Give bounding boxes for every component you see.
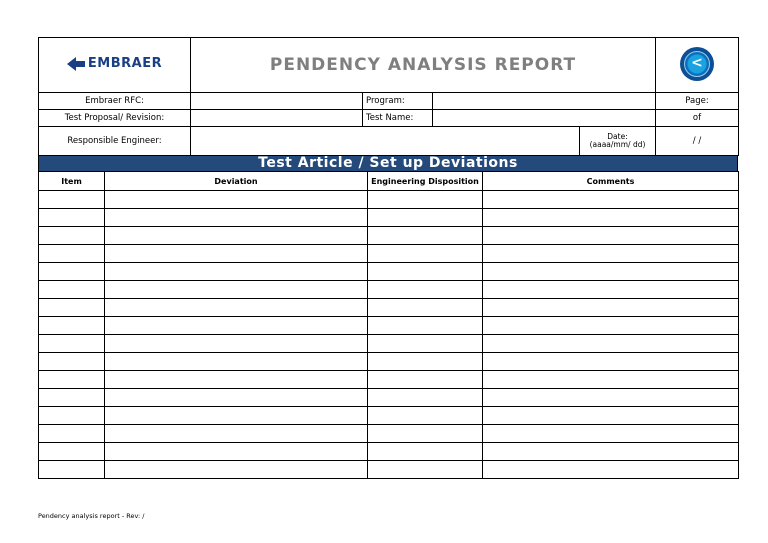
comments-cell[interactable] bbox=[483, 281, 739, 299]
table-row bbox=[39, 299, 739, 317]
column-header-item: Item bbox=[39, 172, 105, 191]
engineering-disposition-cell[interactable] bbox=[368, 281, 483, 299]
deviation-cell[interactable] bbox=[105, 263, 368, 281]
comments-cell[interactable] bbox=[483, 335, 739, 353]
table-row bbox=[39, 371, 739, 389]
table-row bbox=[39, 407, 739, 425]
table-row bbox=[39, 335, 739, 353]
deviation-cell[interactable] bbox=[105, 227, 368, 245]
deviation-cell[interactable] bbox=[105, 371, 368, 389]
deviation-cell[interactable] bbox=[105, 245, 368, 263]
table-row bbox=[39, 425, 739, 443]
engineering-disposition-cell[interactable] bbox=[368, 461, 483, 479]
deviation-cell[interactable] bbox=[105, 407, 368, 425]
embraer-arrow-icon bbox=[67, 57, 85, 71]
deviation-cell[interactable] bbox=[105, 209, 368, 227]
engineering-disposition-cell[interactable] bbox=[368, 371, 483, 389]
deviation-cell[interactable] bbox=[105, 389, 368, 407]
table-body bbox=[39, 191, 739, 479]
program-label: Program: bbox=[363, 93, 433, 110]
item-cell[interactable] bbox=[39, 389, 105, 407]
date-field[interactable]: / / bbox=[656, 127, 739, 156]
comments-cell[interactable] bbox=[483, 371, 739, 389]
table-header-row bbox=[39, 172, 739, 191]
deviation-cell[interactable] bbox=[105, 353, 368, 371]
embraer-badge-icon: < bbox=[680, 47, 714, 81]
comments-cell[interactable] bbox=[483, 425, 739, 443]
item-cell[interactable] bbox=[39, 371, 105, 389]
engineering-disposition-cell[interactable] bbox=[368, 209, 483, 227]
program-field[interactable] bbox=[433, 93, 656, 110]
comments-cell[interactable] bbox=[483, 227, 739, 245]
page-of-field[interactable]: of bbox=[656, 110, 739, 127]
report-sheet bbox=[38, 37, 738, 479]
engineering-disposition-cell[interactable] bbox=[368, 425, 483, 443]
engineering-disposition-cell[interactable] bbox=[368, 263, 483, 281]
deviation-cell[interactable] bbox=[105, 461, 368, 479]
embraer-rfc-label: Embraer RFC: bbox=[39, 93, 191, 110]
item-cell[interactable] bbox=[39, 317, 105, 335]
deviation-cell[interactable] bbox=[105, 425, 368, 443]
item-cell[interactable] bbox=[39, 245, 105, 263]
engineering-disposition-cell[interactable] bbox=[368, 353, 483, 371]
table-row bbox=[39, 245, 739, 263]
engineering-disposition-cell[interactable] bbox=[368, 407, 483, 425]
column-header-engineering-disposition: Engineering Disposition bbox=[368, 172, 483, 191]
logo-text: EMBRAER bbox=[87, 56, 163, 72]
header-table bbox=[38, 37, 739, 156]
engineering-disposition-cell[interactable] bbox=[368, 335, 483, 353]
item-cell[interactable] bbox=[39, 209, 105, 227]
deviation-cell[interactable] bbox=[105, 191, 368, 209]
embraer-logo bbox=[67, 56, 162, 71]
engineering-disposition-cell[interactable] bbox=[368, 245, 483, 263]
test-name-label: Test Name: bbox=[363, 110, 433, 127]
item-cell[interactable] bbox=[39, 281, 105, 299]
comments-cell[interactable] bbox=[483, 443, 739, 461]
item-cell[interactable] bbox=[39, 425, 105, 443]
table-row bbox=[39, 227, 739, 245]
comments-cell[interactable] bbox=[483, 353, 739, 371]
table-row bbox=[39, 263, 739, 281]
engineering-disposition-cell[interactable] bbox=[368, 443, 483, 461]
page-label: Page: bbox=[656, 93, 739, 110]
comments-cell[interactable] bbox=[483, 191, 739, 209]
item-cell[interactable] bbox=[39, 407, 105, 425]
comments-cell[interactable] bbox=[483, 407, 739, 425]
table-row bbox=[39, 461, 739, 479]
comments-cell[interactable] bbox=[483, 461, 739, 479]
item-cell[interactable] bbox=[39, 335, 105, 353]
embraer-rfc-field[interactable] bbox=[191, 93, 363, 110]
item-cell[interactable] bbox=[39, 227, 105, 245]
comments-cell[interactable] bbox=[483, 299, 739, 317]
comments-cell[interactable] bbox=[483, 389, 739, 407]
responsible-engineer-field[interactable] bbox=[191, 127, 580, 156]
comments-cell[interactable] bbox=[483, 245, 739, 263]
comments-cell[interactable] bbox=[483, 209, 739, 227]
date-label: Date: (aaaa/mm/ dd) bbox=[580, 127, 656, 156]
deviation-cell[interactable] bbox=[105, 443, 368, 461]
deviations-table bbox=[38, 171, 739, 479]
table-row bbox=[39, 389, 739, 407]
test-name-field[interactable] bbox=[433, 110, 656, 127]
deviation-cell[interactable] bbox=[105, 281, 368, 299]
item-cell[interactable] bbox=[39, 461, 105, 479]
deviation-cell[interactable] bbox=[105, 299, 368, 317]
section-banner: Test Article / Set up Deviations bbox=[38, 156, 738, 171]
report-title: PENDENCY ANALYSIS REPORT bbox=[191, 38, 656, 93]
table-row bbox=[39, 281, 739, 299]
test-proposal-field[interactable] bbox=[191, 110, 363, 127]
logo-cell bbox=[39, 38, 191, 93]
deviation-cell[interactable] bbox=[105, 335, 368, 353]
deviation-cell[interactable] bbox=[105, 317, 368, 335]
responsible-engineer-label: Responsible Engineer: bbox=[39, 127, 191, 156]
comments-cell[interactable] bbox=[483, 263, 739, 281]
item-cell[interactable] bbox=[39, 353, 105, 371]
engineering-disposition-cell[interactable] bbox=[368, 299, 483, 317]
table-row bbox=[39, 443, 739, 461]
engineering-disposition-cell[interactable] bbox=[368, 317, 483, 335]
engineering-disposition-cell[interactable] bbox=[368, 389, 483, 407]
column-header-comments: Comments bbox=[483, 172, 739, 191]
test-proposal-label: Test Proposal/ Revision: bbox=[39, 110, 191, 127]
table-row bbox=[39, 191, 739, 209]
comments-cell[interactable] bbox=[483, 317, 739, 335]
badge-cell bbox=[656, 38, 739, 93]
column-header-deviation: Deviation bbox=[105, 172, 368, 191]
item-cell[interactable] bbox=[39, 191, 105, 209]
table-row bbox=[39, 209, 739, 227]
engineering-disposition-cell[interactable] bbox=[368, 227, 483, 245]
engineering-disposition-cell[interactable] bbox=[368, 191, 483, 209]
item-cell[interactable] bbox=[39, 263, 105, 281]
item-cell[interactable] bbox=[39, 299, 105, 317]
footer-text: Pendency analysis report - Rev: / bbox=[38, 512, 145, 520]
table-row bbox=[39, 317, 739, 335]
table-row bbox=[39, 353, 739, 371]
item-cell[interactable] bbox=[39, 443, 105, 461]
